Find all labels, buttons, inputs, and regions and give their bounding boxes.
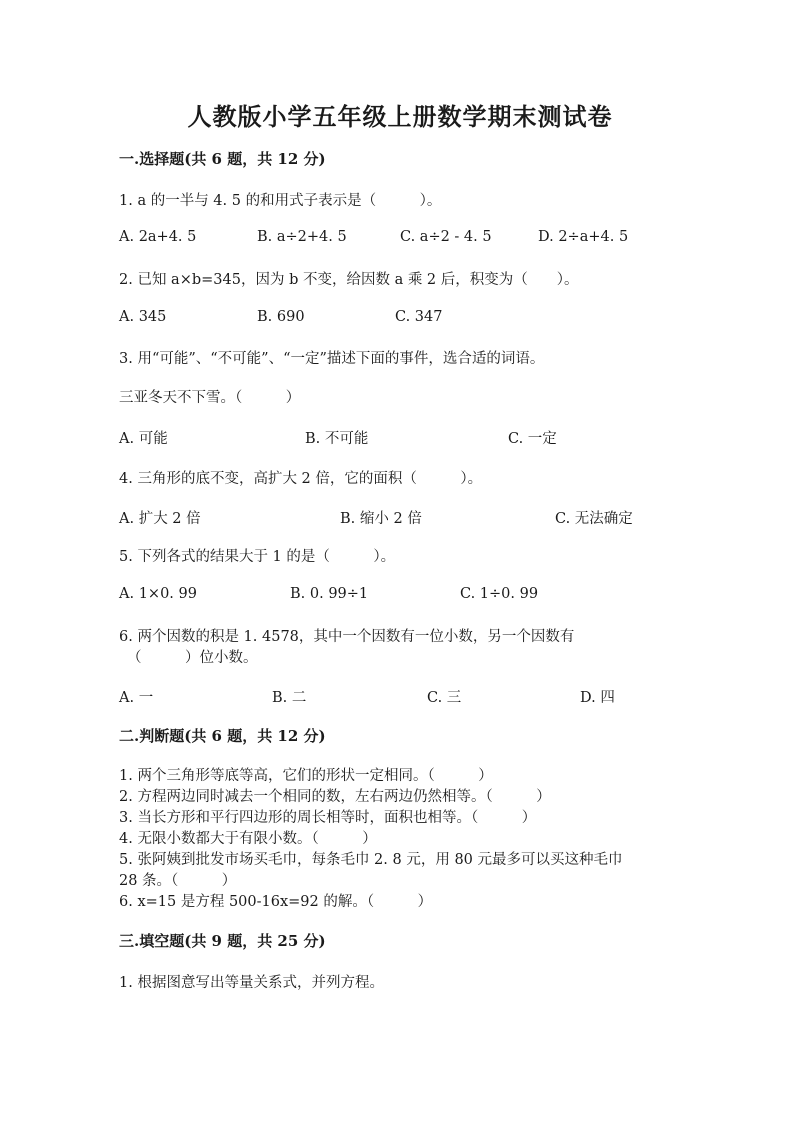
fill-question-1: 1. 根据图意写出等量关系式，并列方程。 — [119, 975, 384, 991]
option-b: B. 二 — [272, 690, 307, 706]
option-c: C. 一定 — [508, 431, 557, 447]
option-b: B. a÷2+4. 5 — [257, 229, 347, 245]
tf-item: 3. 当长方形和平行四边形的周长相等时，面积也相等。（ ） — [119, 810, 537, 826]
option-b: B. 690 — [257, 309, 305, 325]
question-6-stem-line1: 6. 两个因数的积是 1. 4578，其中一个因数有一位小数，另一个因数有 — [119, 629, 575, 645]
option-c: C. 三 — [427, 690, 462, 706]
option-a: A. 2a+4. 5 — [119, 229, 197, 245]
question-4-stem: 4. 三角形的底不变，高扩大 2 倍，它的面积（ ）。 — [119, 471, 483, 487]
option-c: C. 347 — [395, 309, 443, 325]
option-a: A. 可能 — [119, 431, 168, 447]
option-a: A. 一 — [119, 690, 154, 706]
section-heading-true-false: 二.判断题(共 6 题，共 12 分) — [119, 727, 326, 745]
page-title: 人教版小学五年级上册数学期末测试卷 — [187, 102, 613, 131]
option-d: D. 2÷a+4. 5 — [538, 229, 629, 245]
option-a: A. 345 — [119, 309, 167, 325]
tf-item: 2. 方程两边同时减去一个相同的数，左右两边仍然相等。（ ） — [119, 789, 551, 805]
question-3-stem: 3. 用“可能”、“不可能”、“一定”描述下面的事件，选合适的词语。 — [119, 351, 545, 367]
question-1-stem: 1. a 的一半与 4. 5 的和用式子表示是（ ）。 — [119, 193, 442, 209]
question-3-sub: 三亚冬天不下雪。（ ） — [119, 390, 301, 406]
tf-item: 5. 张阿姨到批发市场买毛巾，每条毛巾 2. 8 元，用 80 元最多可以买这种毛巾 — [119, 852, 623, 868]
option-b: B. 0. 99÷1 — [290, 586, 369, 602]
tf-item-continued: 28 条。（ ） — [119, 873, 237, 889]
section-heading-choice: 一.选择题(共 6 题，共 12 分) — [119, 150, 326, 168]
option-b: B. 不可能 — [305, 431, 369, 447]
question-2-stem: 2. 已知 a×b=345，因为 b 不变，给因数 a 乘 2 后，积变为（ ）。 — [119, 272, 579, 288]
option-c: C. 1÷0. 99 — [460, 586, 539, 602]
option-b: B. 缩小 2 倍 — [340, 511, 422, 527]
question-5-stem: 5. 下列各式的结果大于 1 的是（ ）。 — [119, 549, 396, 565]
option-c: C. a÷2 - 4. 5 — [400, 229, 492, 245]
tf-item: 6. x=15 是方程 500-16x=92 的解。（ ） — [119, 894, 433, 910]
option-a: A. 扩大 2 倍 — [119, 511, 201, 527]
option-a: A. 1×0. 99 — [119, 586, 197, 602]
tf-item: 4. 无限小数都大于有限小数。（ ） — [119, 831, 377, 847]
tf-item: 1. 两个三角形等底等高，它们的形状一定相同。（ ） — [119, 768, 493, 784]
section-heading-fill-blank: 三.填空题(共 9 题，共 25 分) — [119, 932, 326, 950]
question-6-stem-line2: （ ）位小数。 — [127, 650, 258, 666]
option-c: C. 无法确定 — [555, 511, 633, 527]
option-d: D. 四 — [580, 690, 615, 706]
